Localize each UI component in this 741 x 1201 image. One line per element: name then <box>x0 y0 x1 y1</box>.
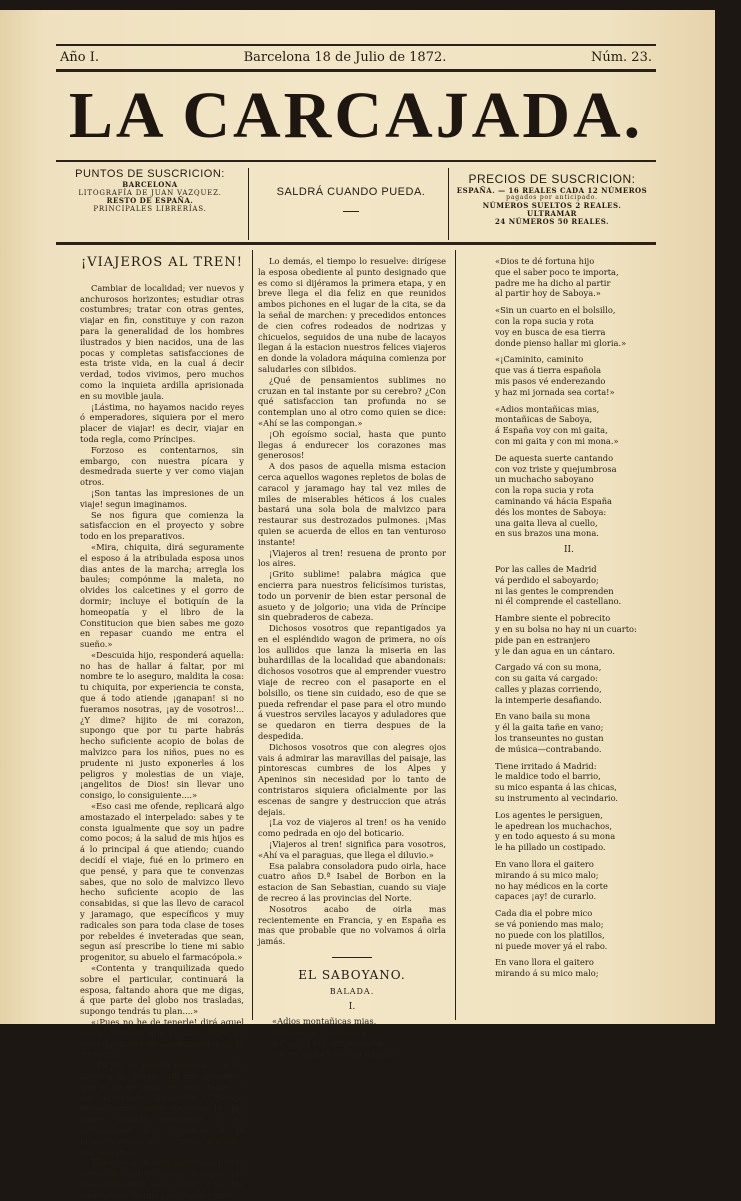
poem-line: capaces ¡ay! de curarlo. <box>495 891 597 902</box>
header-bottom-rule <box>56 242 656 245</box>
poem-block <box>495 256 657 539</box>
column-rule <box>252 250 253 1020</box>
poem-stanza <box>495 453 657 539</box>
poem-line: y en su bolsa no hay ni un cuarto: <box>495 623 637 634</box>
issue-rule <box>56 69 656 72</box>
article-paragraph: ¡La voz de viajeros al tren! os ha venido como pedrada en ojo del boticario. <box>258 817 446 839</box>
poem-stanza <box>495 957 657 979</box>
poem-line: á España voy con mi gaita, <box>495 425 608 436</box>
poem-line: ni las gentes le comprenden <box>495 585 614 596</box>
year-label: Año I. <box>60 50 99 65</box>
poem-line: donde pienso hallar mi gloria.» <box>495 337 627 348</box>
poem-line: y en todo aquesto á su mona <box>495 831 616 842</box>
poem-stanza <box>495 711 657 754</box>
article-paragraph: ¡Grito sublime! palabra mágica que encierra para nuestros felicísimos turistas, todo un porvenir de bien estar personal de asueto y de jolgorio; una vida de Príncipe sin quebraderos de cabeza. <box>258 569 446 623</box>
poem-line: mis pasos vé enderezando <box>495 375 606 386</box>
poem-line: mirando á su mico malo; <box>495 869 599 880</box>
poem-section-number: I. <box>348 1001 356 1012</box>
poem-line: con la ropa sucia y rota <box>495 485 594 496</box>
column-3 <box>481 256 657 1016</box>
poem-line: «Dios te dé fortuna hijo <box>495 256 595 266</box>
poem-stanza <box>495 613 657 656</box>
newspaper-page <box>0 10 715 1200</box>
subscription-points-line: LITOGRAFÍA DE JUAN VAZQUEZ. <box>78 188 222 197</box>
poem-line: montañicas de Saboya, <box>495 414 593 425</box>
subscription-prices-line: ULTRAMAR <box>527 208 577 218</box>
subscription-prices-line: ESPAÑA. — 16 REALES CADA 12 NÚMEROS <box>456 185 648 195</box>
subscription-prices-line: 24 NÚMEROS 50 REALES. <box>495 216 609 226</box>
subscription-prices-line: pagados por anticipado. <box>506 193 598 201</box>
poem-line: calles y plazas corriendo, <box>495 683 602 694</box>
article-paragraph: ¡Oh egoísmo social, hasta que punto llegas á endurecer los corazones mas generosos! <box>258 428 446 461</box>
poem-stanza <box>495 662 657 705</box>
poem-line: De aquesta suerte cantando <box>495 452 614 463</box>
poem-line: En vano llora el gaitero <box>495 957 594 968</box>
poem-line: y le dan agua en un cántaro. <box>495 645 615 656</box>
poem-line: Cada dia el pobre mico <box>495 908 593 919</box>
poem-line: pide pan en estranjero <box>495 634 591 645</box>
article-paragraph: Se nos figura que comienza la satisfaccion en el proyecto y sobre todo en los preparativos. <box>80 509 244 542</box>
header-divider <box>448 168 449 240</box>
subscription-prices-line: NÚMEROS SUELTOS 2 REALES. <box>482 200 622 210</box>
poem-stanza <box>272 1016 446 1059</box>
poem-line: en sus brazos una mona. <box>495 528 599 539</box>
issue-number: Núm. 23. <box>590 50 652 65</box>
poem-line: dés los montes de Saboya: <box>495 506 607 517</box>
masthead-rule <box>56 160 656 162</box>
poem-stanza <box>495 305 657 348</box>
subscription-points-line: RESTO DE ESPAÑA. <box>106 195 194 205</box>
article-paragraph: «Descuida hijo, responderá aquella: no has de hallar á faltar, por mi nombre te lo aseguro, maldita la cosa: tu chiquita, por experiencia te consta, que á todo atiende ¡ganapan! si no fueramos nosotras, ¡ay de vosotros!... ¿Y dime? hijito de mi corazon, supongo que por tu parte habrás hecho suficiente acopio de bolas de malvizco para los niños, pues no es prudente ni justo exponerles á los peligros y molestias de un viaje, ¡angelitos de Dios! sin llevar uno consigo, lo consiguiente....» <box>80 649 244 801</box>
poem-line: «Sin un cuarto en el bolsillo, <box>495 305 616 316</box>
top-rule <box>56 44 656 46</box>
poem-stanza <box>495 404 657 447</box>
poem-stanza <box>495 354 657 397</box>
poem-line: voy en busca de esa tierra <box>495 326 606 337</box>
article-paragraph: Dichosos vosotros que repantigados ya en el espléndido wagon de primera, no oís los aullidos que lanza la miseria en las buhardillas de la localidad que abandonais: dichosos vosotros que al emprender vuestro viaje de recreo con el pasaporte en el bolsillo, os tiene sin cuidado, eso de que se pueda refrendar el pase para el otro mundo á vuestros serviles lacayos y aduladores que se quedaron en tierra despues de la despedida. <box>258 623 446 742</box>
poem-line: con mi gaita y con mi mona.» <box>272 1048 396 1059</box>
subscription-points-line: PRINCIPALES LIBRERÍAS. <box>93 204 207 213</box>
poem-line: ni él comprende el castellano. <box>495 596 622 607</box>
poem-block <box>272 1016 446 1059</box>
poem-stanza <box>495 859 657 902</box>
article-paragraph: «Tú por de pronto marchas con los niños á la Granja: allí me aguardas, que no he de tardar en reunirteme; yo aquí entretanto aprovecho el tiempo despachando algun negociocillo que tengo todavía pendiente y en juntándonos nos dirigimos á la primera estacion y.... cuento acabado, nos largamos.» <box>80 1060 244 1157</box>
poem-line: no puede con los platillos, <box>495 929 605 940</box>
article-paragraph: ¿Qué de pensamientos sublimes no cruzan en tal instante por su cerebro? ¿Con qué satisfaccion tan profunda no se contemplan uno al otro como quien se dice: «Ahí se las compongan.» <box>258 374 446 428</box>
article-paragraph: Lo demás, el tiempo lo resuelve: dirígese la esposa obediente al punto designado que es como si dijéramos la primera etapa, y en breve llega el dia feliz en que reunidos ambos pichones en el lugar de la cita, se da la señal de marchen: y precedidos entonces de cien cofres rodeados de nodrizas y chicuelos, seguidos de una nube de lacayos llegan á la estacion nuestros felices viajeros en donde la voladora máquina comienza por saludarles con silbidos. <box>258 256 446 374</box>
poem-line: Hambre siente el pobrecito <box>495 613 611 624</box>
poem-line: á España voy con mi gaita <box>272 1037 383 1048</box>
poem-title: EL SABOYANO. <box>298 968 406 982</box>
poem-line: que el saber poco te importa, <box>495 266 619 277</box>
article-paragraph: ¡Son tantas las impresiones de un viaje! segun imaginamos. <box>80 487 244 509</box>
poem-line: de música—contrabando. <box>495 743 602 754</box>
poem-line: al partir hoy de Saboya.» <box>495 288 601 299</box>
poem-line: no hay médicos en la corte <box>495 880 608 891</box>
poem-line: una gaita lleva al cuello, <box>495 517 598 528</box>
article-paragraph: Dichosos vosotros que con alegres ojos vais á admirar las maravillas del paisaje, las pintorescas cumbres de los Alpes y Apeninos sin necesidad por lo tanto de contristaros siquiera oficialmente por las escenas de sangre y destruccion que atrás dejais. <box>258 741 446 817</box>
poem-line: Los agentes le persiguen, <box>495 809 603 820</box>
poem-block <box>495 564 657 979</box>
poem-line: En vano baila su mona <box>495 711 591 722</box>
column-2 <box>258 256 446 1059</box>
poem-line: con mi gaita y con mi mona.» <box>495 435 619 446</box>
subscription-points <box>60 168 240 213</box>
poem-section-number: II. <box>564 545 574 556</box>
poem-line: Por las calles de Madrid <box>495 563 597 574</box>
publication-note: SALDRÁ CUANDO PUEDA. <box>276 186 426 198</box>
dateline: Barcelona 18 de Julio de 1872. <box>243 50 447 65</box>
poem-line: con la ropa sucia y rota <box>495 315 594 326</box>
poem-stanza <box>495 810 657 853</box>
issue-line <box>60 50 652 65</box>
article-paragraph: Esa palabra consoladora pudo oirla, hace cuatro años D.ª Isabel de Borbon en la estacion de San Sebastian, cuando su viaje de recreo á las provincias del Norte. <box>258 860 446 904</box>
subscription-points-title: PUNTOS DE SUSCRICION: <box>75 168 225 180</box>
poem-line: «Adios montañicas mias, <box>272 1016 377 1027</box>
poem-line: y haz mi jornada sea corta!» <box>495 386 615 397</box>
poem-line: un muchacho saboyano <box>495 474 594 485</box>
poem-line: caminando vá hácia España <box>495 495 612 506</box>
poem-line: mirando á su mico malo; <box>495 968 599 979</box>
poem-line: le maldice todo el barrio, <box>495 771 601 782</box>
poem-line: con voz triste y quejumbrosa <box>495 463 617 474</box>
poem-stanza <box>495 256 657 299</box>
poem-line: su instrumento al vecindario. <box>495 793 619 804</box>
poem-stanza <box>495 908 657 951</box>
poem-line: «¡Caminito, caminito <box>495 354 584 365</box>
poem-line: le ha pillado un costipado. <box>495 842 606 853</box>
note-dash <box>343 211 359 212</box>
poem-line: vá perdido el saboyardo; <box>495 574 599 585</box>
poem-line: Tiene irritado á Madrid: <box>495 760 597 771</box>
poem-line: Cargado vá con su mona, <box>495 662 602 673</box>
publication-note-box <box>256 186 446 212</box>
article-paragraph: «Contenta y tranquilizada quedo sobre el particular, continuará la esposa, faltando ahora que me digas, á que parte del globo nos trasladas, supongo tendrás tu plan....» <box>80 963 244 1017</box>
poem-line: los transeuntes no gustan <box>495 733 604 744</box>
article-paragraph: ¡Viajeros al tren! resuena de pronto por los aires. <box>258 547 446 569</box>
header-divider <box>248 168 249 240</box>
poem-line: su mico espanta á las chicas, <box>495 782 617 793</box>
masthead-title: LA CARCAJADA. <box>68 79 644 152</box>
subscription-points-line: BARCELONA <box>122 179 178 189</box>
article-paragraph: Tales serán ó muy parecidos por lo menos los sabrosísimos diálogos que mediarán entre todo palomo y paloma en vísperas de una partida de recreo. <box>80 1157 244 1200</box>
column-1 <box>80 255 244 1200</box>
poem-line: padre me ha dicho al partir <box>495 277 611 288</box>
poem-line: la intemperie desafiando. <box>495 694 602 705</box>
poem-line: se vá poniendo mas malo; <box>495 919 604 930</box>
poem-line: montañicas de Saboya, <box>272 1027 370 1038</box>
poem-line: «Adios montañicas mias, <box>495 403 600 414</box>
poem-subtitle: BALADA. <box>329 986 375 996</box>
article-paragraph: «Mira, chiquita, dirá seguramente el esposo á la atribulada esposa unos dias antes de la marcha; arregla los baules; compónme la maleta, no olvides los calcetines y el gorro de dormir; incluye el botiquín de la homeopatía y el libro de la Constitucion que bien sabes me gozo en repasar cuando me entra el sueño.» <box>80 541 244 650</box>
poem-line: con su gaita vá cargado: <box>495 673 598 684</box>
poem-stanza <box>495 761 657 804</box>
subscription-prices <box>452 173 652 226</box>
article-paragraph: Nosotros acabo de oirla mas recientemente en Francia, y en España es mas que probable que no volvamos á oirla jamás. <box>258 903 446 947</box>
article-paragraph: Forzoso es contentarnos, sin embargo, con nuestra pícara y desmedrada suerte y ver como viajan otros. <box>80 444 244 488</box>
article-paragraph: ¡Viajeros al tren! significa para vosotros, «Ahí va el paraguas, que llega el diluvio.» <box>258 839 446 860</box>
poem-line: le apedrean los muchachos, <box>495 820 613 831</box>
article-paragraph: A dos pasos de aquella misma estacion cerca aquellos wagones repletos de bolas de caracol y jaramago hay tal vez miles de miles de miserables héticos á los cuales bastará una sola bola de malvizco para restaurar sus destrozados pulmones. ¡Mas quien se acuerda de ellos en tan venturoso instante! <box>258 461 446 547</box>
column-rule <box>455 250 456 1020</box>
article-paragraph: Cambiar de localidad; ver nuevos y anchurosos horizontes; estudiar otras costumbres; tratar con otras gentes, viajar en fin, constituye y con razon para la generalidad de los hombres ilustrados y bien nacidos, una de las pocas y completas satisfacciones de esta triste vida, en la cual á decir verdad, todos vivimos, pero muchos como la inquieta ardilla aprisionada en su movible jaula. <box>80 282 244 401</box>
subscription-prices-title: PRECIOS DE SUSCRICION: <box>468 172 636 186</box>
article-title: ¡VIAJEROS AL TREN! <box>80 255 244 270</box>
article-paragraph: «¡Pues no he de tenerle! dirá aquel ¡vaya! permite que lo calle, pues no quiero privarte de la satisfaccion de la sorpresa.» <box>80 1016 244 1060</box>
poem-line: y él la gaita tañe en vano; <box>495 722 604 733</box>
poem-line: ni puede mover yá el rabo. <box>495 940 608 951</box>
article-paragraph: «Eso casi me ofende, replicará algo amostazado el interpelado: sabes y te consta igualmente que soy un padre como pocos; á la salud de mis hijos es á lo principal á que atiendo; cuando decidí el viaje, fué en lo primero en que pensé, y para que te convenzas sabes, que no solo de malvizco llevo hecho suficiente acopio de las consabidas, si que las llevo de caracol y jaramago, que específicos y muy radicales son para toda clase de toses por rebeldes é inveteradas que sean, segun así prescribe lo tiene mi sabio progenitor, su abuelo el farmacópola.» <box>80 801 244 963</box>
poem-line: En vano llora el gaitero <box>495 859 594 870</box>
poem-line: que vas á tierra española <box>495 365 602 376</box>
article-paragraph: ¡Lástima, no hayamos nacido reyes ó emperadores, siquiera por el mero placer de viajar! es decir, viajar en toda regla, como Príncipes. <box>80 401 244 444</box>
section-separator <box>332 957 372 958</box>
poem-stanza <box>495 564 657 607</box>
